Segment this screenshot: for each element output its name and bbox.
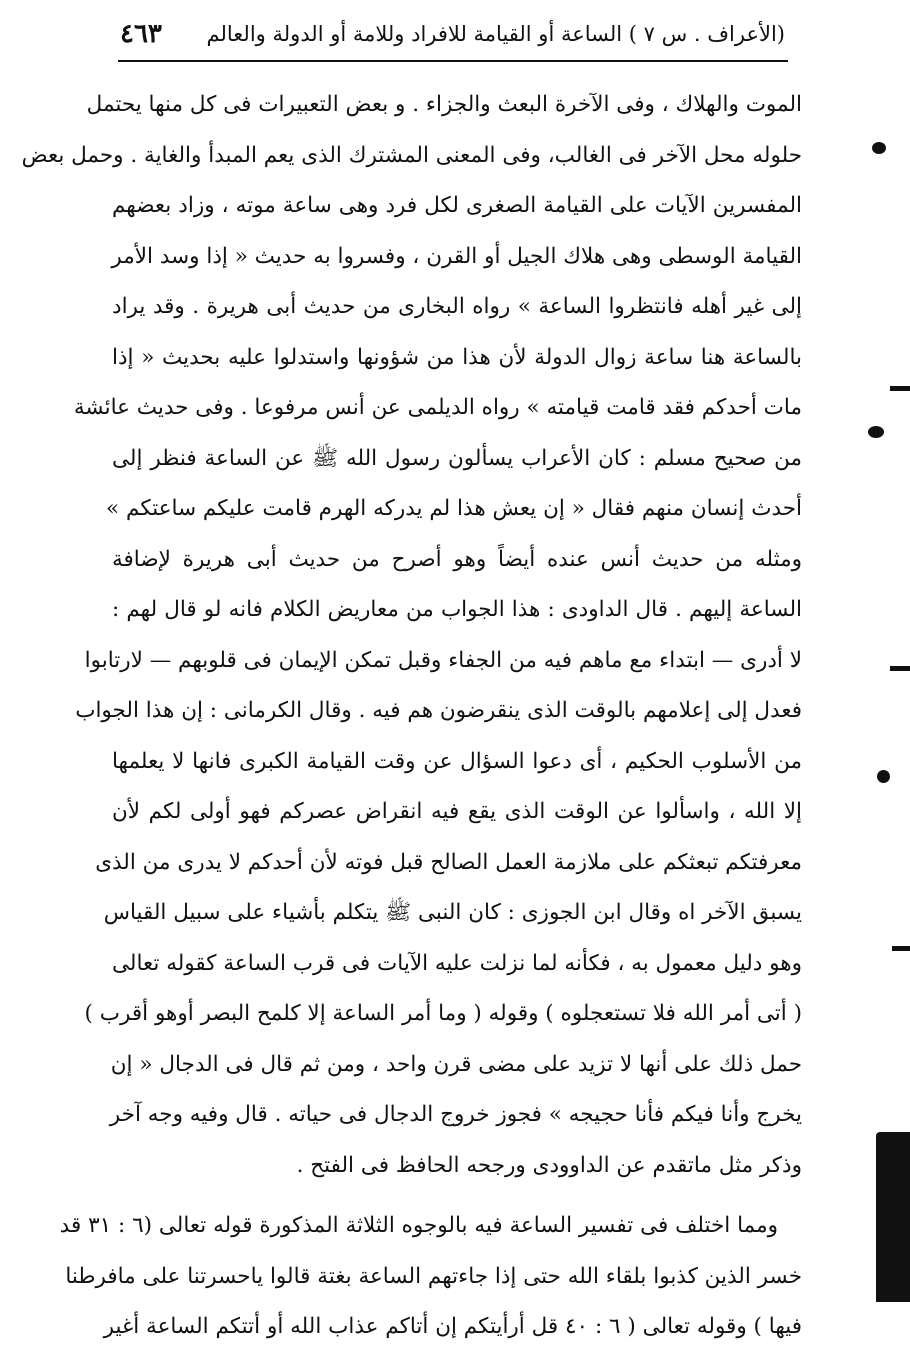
text-line: حمل ذلك على أنها لا تزيد على مضى قرن واحد ، ومن ثم قال فى الدجال « إن (110, 1051, 802, 1077)
text-line: الموت والهلاك ، وفى الآخرة البعث والجزاء . و بعض التعبيرات فى كل منها يحتمل (86, 92, 802, 117)
scan-mark (872, 142, 886, 154)
text-line: إلا الله ، واسألوا عن الوقت الذى يقع فيه انقراض عصركم فهو أولى لكم لأن (112, 799, 802, 824)
text-line: فيها ) وقوله تعالى ( ٦ : ٤٠ قل أرأيتكم إن أتاكم عذاب الله أو أتتكم الساعة أغير (103, 1314, 802, 1339)
page-number: ٤٦٣ (120, 19, 162, 49)
text-line: مات أحدكم فقد قامت قيامته » رواه الديلمى عن أنس مرفوعا . وفى حديث عائشة (73, 395, 802, 420)
paragraph-start-line: ومما اختلف فى تفسير الساعة فيه بالوجوه الثلاثة المذكورة قوله تعالى (٦ : ٣١ قد (59, 1213, 778, 1238)
text-line: من الأسلوب الحكيم ، أى دعوا السؤال عن وقت القيامة الكبرى فانها لا يعلمها (112, 748, 802, 774)
text-line: ( أتى أمر الله فلا تستعجلوه ) وقوله ( وما أمر الساعة إلا كلمح البصر أوهو أقرب ) (84, 1001, 802, 1026)
text-line: يخرج وأنا فيكم فأنا حجيجه » فجوز خروج الدجال فى حياته . قال وفيه وجه آخر (109, 1102, 802, 1127)
scan-mark (877, 770, 890, 783)
text-line: بالساعة هنا ساعة زوال الدولة لأن هذا من شؤونها واستدلوا عليه بحديث « إذا (112, 344, 802, 370)
text-line: خسر الذين كذبوا بلقاء الله حتى إذا جاءتهم الساعة بغتة قالوا ياحسرتنا على مافرطنا (65, 1263, 802, 1289)
text-line: لا أدرى — ابتداء مع ماهم فيه من الجفاء وقبل تمكن الإيمان فى قلوبهم — لارتابوا (84, 647, 802, 673)
text-line: وذكر مثل ماتقدم عن الداوودى ورجحه الحافظ فى الفتح . (296, 1152, 802, 1178)
text-line: معرفتكم تبعثكم على ملازمة العمل الصالح قبل فوته لأن أحدكم لا يدرى من الذى (95, 849, 802, 875)
text-line: الساعة إليهم . قال الداودى : هذا الجواب من معاريض الكلام فانه لو قال لهم : (112, 597, 802, 622)
text-line: إلى غير أهله فانتظروا الساعة » رواه البخارى من حديث أبى هريرة . وقد يراد (112, 294, 802, 319)
running-title: (الأعراف . س ٧ ) الساعة أو القيامة للافراد وللامة أو الدولة والعالم (206, 22, 785, 46)
scan-mark (890, 666, 910, 671)
text-line: من صحيح مسلم : كان الأعراب يسألون رسول الله ﷺ عن الساعة فنظر إلى (112, 445, 802, 471)
scan-mark (892, 946, 910, 951)
text-line: وهو دليل معمول به ، فكأنه لما نزلت عليه الآيات فى قرب الساعة كقوله تعالى (112, 950, 802, 976)
text-line: القيامة الوسطى وهى هلاك الجيل أو القرن ، وفسروا به حديث « إذا وسد الأمر (111, 243, 802, 269)
scan-mark (890, 386, 910, 391)
body-text (21, 80, 802, 1353)
header-rule (118, 60, 788, 62)
scan-mark (868, 426, 884, 438)
text-line: فعدل إلى إعلامهم بالوقت الذى ينقرضون هم فيه . وقال الكرمانى : إن هذا الجواب (75, 698, 802, 723)
text-line: حلوله محل الآخر فى الغالب، وفى المعنى المشترك الذى يعم المبدأ والغاية . وحمل بعض (21, 142, 802, 168)
scan-edge-shadow (876, 1132, 910, 1302)
page-header (120, 12, 785, 56)
text-line: المفسرين الآيات على القيامة الصغرى لكل فرد وهى ساعة موته ، وزاد بعضهم (112, 193, 802, 218)
text-line: يسبق الآخر اه وقال ابن الجوزى : كان النبى ﷺ يتكلم بأشياء على سبيل القياس (103, 900, 802, 925)
text-line: أحدث إنسان منهم فقال « إن يعش هذا لم يدركه الهرم قامت عليكم ساعتكم » (106, 496, 802, 521)
text-line: ومثله من حديث أنس عنده أيضاً وهو أصرح من حديث أبى هريرة لإضافة (112, 546, 802, 572)
